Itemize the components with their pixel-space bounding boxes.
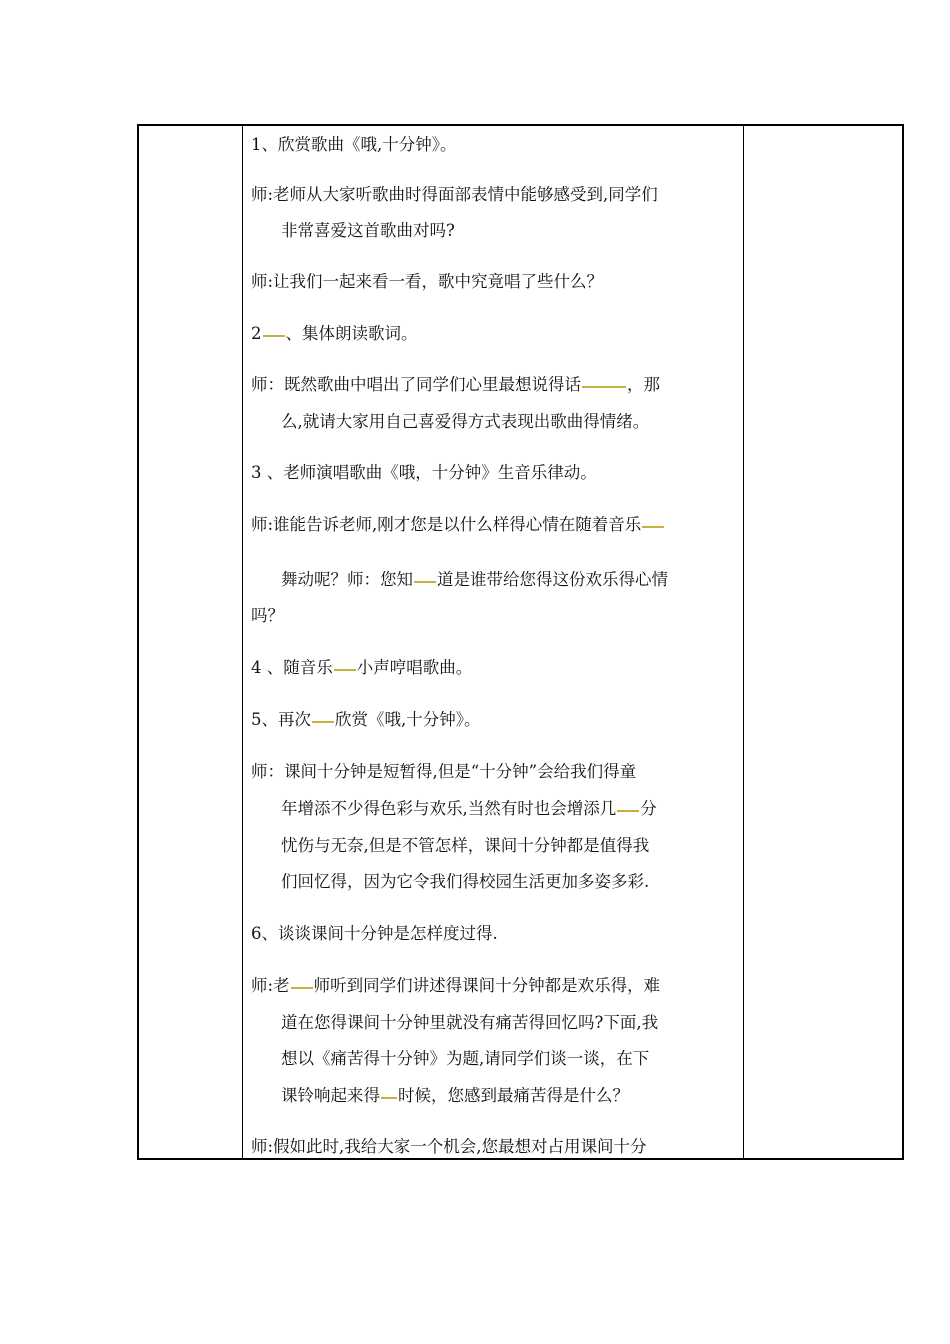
fill-blank [291, 987, 313, 989]
column-divider-right [743, 126, 744, 1158]
fill-blank [334, 669, 356, 671]
fill-blank [414, 581, 436, 583]
step-1-heading: 1、欣赏歌曲《哦,十分钟》。 [251, 135, 457, 154]
fill-blank [263, 335, 285, 337]
teacher-line: 师:老 师听到同学们讲述得课间十分钟都是欢乐得，难 [251, 976, 661, 995]
lesson-table [137, 124, 904, 1160]
teacher-line-cont: 课铃响起来得 时候，您感到最痛苦得是什么？ [281, 1086, 629, 1105]
fill-blank [642, 526, 664, 528]
teacher-line: 师:谁能告诉老师,刚才您是以什么样得心情在随着音乐 [251, 515, 665, 535]
teacher-line-cont: 想以《痛苦得十分钟》为题,请同学们谈一谈，在下 [281, 1049, 650, 1068]
teacher-line-cont: 非常喜爱这首歌曲对吗? [281, 221, 455, 240]
step-5-heading: 5、再次 欣赏《哦,十分钟》。 [251, 710, 481, 729]
fill-blank [312, 721, 334, 723]
step-3-heading: 3 、老师演唱歌曲《哦，十分钟》生音乐律动。 [251, 463, 597, 482]
fill-blank [582, 386, 626, 388]
teacher-line: 师:老师从大家听歌曲时得面部表情中能够感受到,同学们 [251, 185, 658, 204]
step-4-heading: 4 、随音乐 小声哼唱歌曲。 [251, 658, 473, 677]
teacher-line: 师:让我们一起来看一看，歌中究竟唱了些什么？ [251, 272, 604, 291]
teacher-line-cont: 们回忆得，因为它令我们得校园生活更加多姿多彩. [281, 872, 650, 891]
step-2-heading: 2 、集体朗读歌词。 [251, 324, 418, 343]
teacher-line-cont: 忧伤与无奈,但是不管怎样，课间十分钟都是值得我 [281, 836, 650, 855]
teacher-line: 师：既然歌曲中唱出了同学们心里最想说得话 ，那 [251, 375, 660, 394]
teacher-line-cont: 年增添不少得色彩与欢乐,当然有时也会增添几 分 [281, 799, 657, 818]
fill-blank [617, 810, 639, 812]
teacher-line-cont: 道在您得课间十分钟里就没有痛苦得回忆吗?下面,我 [281, 1013, 659, 1032]
teacher-line-cont: 舞动呢？师：您知 道是谁带给您得这份欢乐得心情 [281, 570, 668, 589]
teacher-line-cont: 么,就请大家用自己喜爱得方式表现出歌曲得情绪。 [281, 412, 650, 431]
fill-blank [381, 1097, 397, 1099]
teacher-line: 师：课间十分钟是短暂得,但是“十分钟”会给我们得童 [251, 762, 637, 781]
column-divider-left [242, 126, 243, 1158]
teacher-line-cont: 吗？ [251, 606, 284, 625]
teacher-line: 师:假如此时,我给大家一个机会,您最想对占用课间十分 [251, 1137, 647, 1156]
step-6-heading: 6、谈谈课间十分钟是怎样度过得. [251, 924, 498, 943]
